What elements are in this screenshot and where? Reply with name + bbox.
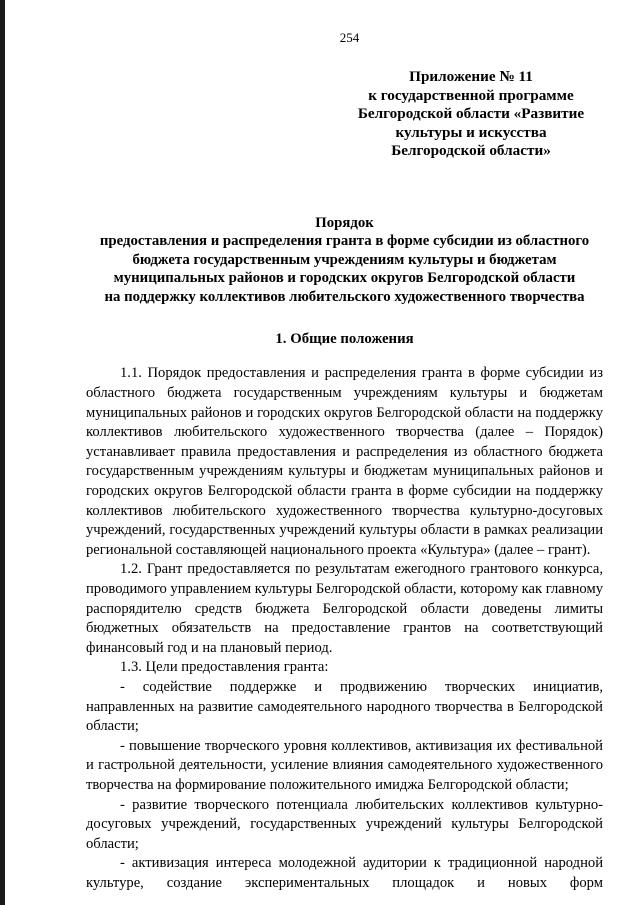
paragraph-1-2: 1.2. Грант предоставляется по результатам ежегодного грантового конкурса, проводимого управлением культуры Белгородской области, которому как главному распорядителю средств бюджета Белгородской области доведены лимиты бюджетных обязательств на предоставление грантов на соответствующий финансовый год и на плановый период. [86, 561, 603, 656]
paragraph-1-3: 1.3. Цели предоставления гранта: [120, 659, 329, 676]
list-item: - повышение творческого уровня коллективов, активизация их фестивальной и гастрольной деятельности, усиление влияния самодеятельного художественного творчества на формирование положительного имиджа Белгородской области; [86, 737, 603, 793]
appendix-line: к государственной программе [368, 86, 574, 104]
title-line: муниципальных районов и городских округов Белгородской области [113, 270, 576, 287]
title-line: на поддержку коллективов любительского художественного творчества [104, 288, 585, 305]
appendix-line: культуры и искусства [395, 123, 547, 141]
title-heading: Порядок [315, 214, 374, 231]
section-title: 1. Общие положения [275, 331, 414, 348]
title-line: предоставления и распределения гранта в форме субсидии из областного [99, 233, 590, 250]
appendix-block [326, 68, 616, 161]
title-line: бюджета государственным учреждениям культуры и бюджетам [132, 251, 557, 268]
list-item: - содействие поддержке и продвижению творческих инициатив, направленных на развитие самодеятельного народного творчества в Белгородской области; [86, 678, 603, 735]
appendix-line: Приложение № 11 [409, 68, 533, 85]
document-title [86, 214, 603, 307]
appendix-line: Белгородской области» [391, 142, 551, 159]
body-text [86, 364, 603, 893]
document-page [86, 30, 603, 894]
scan-edge [0, 0, 5, 905]
page-number: 254 [339, 30, 360, 45]
list-item: - активизация интереса молодежной аудитории к традиционной народной культуре, создание экспериментальных площадок и новых форм [86, 855, 603, 891]
list-item: - развитие творческого потенциала любительских коллективов культурно-досуговых учреждений, государственных учреждений культуры Белгородской области; [86, 796, 603, 852]
appendix-line: Белгородской области «Развитие [357, 105, 585, 122]
paragraph-1-1: 1.1. Порядок предоставления и распределения гранта в форме субсидии из областного бюджета государственным учреждениям культуры и бюджетам муниципальных районов и городских округов Белгородской области на поддержку коллективов любительского художественного творчества (далее – Порядок) устанавливает правила предоставления и распределения из областного бюджета государственным учреждениям культуры и бюджетам муниципальных районов и городских округов Белгородской области гранта в форме субсидии на поддержку коллективов любительского художественного творчества культурно-досуговых учреждений, государственных учреждений культуры области в рамках реализации региональной составляющей национального проекта «Культура» (далее – грант). [86, 365, 603, 558]
